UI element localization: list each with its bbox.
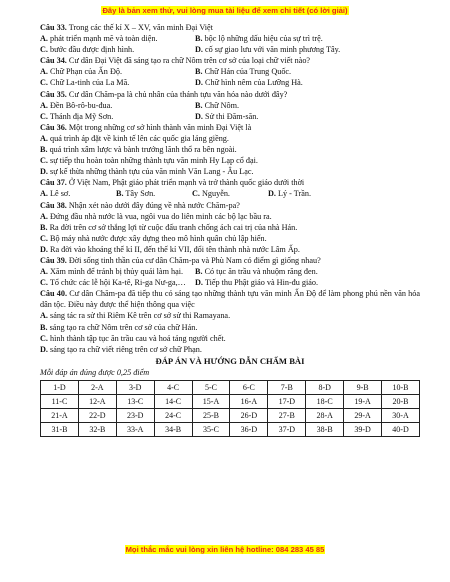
question-stem — [40, 200, 420, 211]
answer-option — [40, 100, 195, 111]
answer-cell: 5-C — [192, 381, 230, 395]
option-text: bộc lộ những dấu hiệu của sự trì trệ. — [202, 34, 323, 44]
option-letter: D. — [195, 45, 203, 55]
question-number: Câu 36. — [40, 122, 67, 132]
answer-option — [40, 244, 420, 255]
answer-option — [195, 111, 258, 122]
option-text: Thánh địa Mỹ Sơn. — [47, 111, 114, 121]
option-letter: A. — [40, 211, 48, 221]
option-letter: A. — [40, 133, 48, 143]
answer-option — [116, 188, 192, 199]
option-letter: A. — [40, 34, 48, 44]
option-letter: B. — [195, 34, 203, 44]
option-text: sự kế thừa những thành tựu của văn minh Văn Lang - Âu Lạc. — [47, 167, 254, 177]
question-stem — [40, 288, 420, 310]
answer-cell: 18-C — [306, 395, 344, 409]
option-letter: D. — [40, 244, 48, 254]
question-number: Câu 40. — [40, 289, 68, 299]
answer-cell: 20-B — [382, 395, 420, 409]
option-text: bước đầu được định hình. — [47, 45, 135, 55]
answer-cell: 11-C — [41, 395, 79, 409]
answer-option — [195, 277, 318, 288]
question-number: Câu 35. — [40, 89, 67, 99]
option-letter: D. — [40, 344, 48, 354]
answer-option — [195, 77, 303, 88]
question-number: Câu 38. — [40, 200, 67, 210]
answer-option — [40, 310, 420, 321]
question-number: Câu 34. — [40, 56, 67, 66]
answer-option — [40, 322, 420, 333]
option-text: Chữ hình nêm của Lưỡng Hà. — [202, 78, 303, 88]
answer-cell: 24-C — [154, 409, 192, 423]
question-stem — [40, 122, 420, 133]
answer-option — [40, 277, 195, 288]
question-stem — [40, 177, 420, 188]
answer-option — [40, 44, 195, 55]
option-letter: A. — [40, 267, 48, 277]
answer-option — [195, 44, 340, 55]
option-row — [40, 111, 420, 122]
question-text: Cư dân Chăm-pa đã tiếp thu có sáng tạo những thành tựu văn minh Ấn Độ để làm phong phú nền văn hóa dân tộc. Điều này được thể hiện thông qua việc — [40, 289, 420, 310]
answer-cell: 35-C — [192, 423, 230, 437]
option-text: Chữ La-tinh của La Mã. — [47, 78, 130, 88]
option-text: Có tục ăn trầu và nhuộm răng đen. — [202, 267, 318, 277]
option-text: Bộ máy nhà nước được xây dựng theo mô hình quân chủ lập hiến. — [47, 233, 267, 243]
option-row — [40, 100, 420, 111]
answer-cell: 7-B — [268, 381, 306, 395]
answer-cell: 33-A — [116, 423, 154, 437]
option-text: sáng tạo ra chữ Nôm trên cơ sở của chữ Hán. — [47, 322, 198, 332]
answer-option — [40, 188, 116, 199]
option-row — [40, 277, 420, 288]
option-letter: D. — [195, 111, 203, 121]
question-text: Ở Việt Nam, Phật giáo phát triển mạnh và trở thành quốc giáo dưới thời — [66, 178, 305, 188]
answer-row — [41, 423, 420, 437]
answer-key-title: ĐÁP ÁN VÀ HƯỚNG DẪN CHẤM BÀI — [155, 355, 305, 366]
option-text: Chữ Phạn của Ấn Độ. — [47, 67, 122, 77]
answer-option — [40, 144, 420, 155]
answer-cell: 34-B — [154, 423, 192, 437]
option-text: Chữ Hán của Trung Quốc. — [202, 67, 292, 77]
answer-key-subtitle: Mỗi đáp án đúng được 0,25 điểm — [40, 367, 150, 377]
hotline-footer: Mọi thắc mắc vui lòng xin liên hệ hotline: 084 283 45 85 — [125, 545, 325, 554]
question-text: Trong các thế kỉ X – XV, văn minh Đại Việt — [66, 23, 213, 32]
answer-row — [41, 409, 420, 423]
answer-option — [40, 133, 420, 144]
answer-option — [40, 222, 420, 233]
answer-option — [40, 66, 195, 77]
option-row — [40, 33, 420, 44]
answer-cell: 9-B — [344, 381, 382, 395]
option-letter: D. — [195, 278, 203, 288]
answer-cell: 1-D — [41, 381, 79, 395]
answer-cell: 40-D — [382, 423, 420, 437]
question-text: Cư dân Chăm-pa là chủ nhân của thánh tựu văn hóa nào dưới đây? — [66, 89, 288, 99]
option-letter: D. — [195, 78, 203, 88]
answer-cell: 26-D — [230, 409, 268, 423]
option-letter: A. — [40, 189, 48, 199]
answer-cell: 28-A — [306, 409, 344, 423]
answer-cell: 17-D — [268, 395, 306, 409]
option-text: sự tiếp thu hoàn toàn những thành tựu văn minh Hy Lạp cổ đại. — [47, 156, 258, 166]
answer-option — [195, 266, 318, 277]
answer-cell: 22-D — [78, 409, 116, 423]
option-text: cố sự giao lưu với văn minh phương Tây. — [202, 45, 341, 55]
option-row — [40, 66, 420, 77]
option-letter: B. — [40, 222, 48, 232]
answer-cell: 32-B — [78, 423, 116, 437]
answer-cell: 2-A — [78, 381, 116, 395]
answer-cell: 14-C — [154, 395, 192, 409]
answer-cell: 10-B — [382, 381, 420, 395]
answer-option — [40, 266, 195, 277]
option-text: Tây Sơn. — [123, 189, 156, 199]
question-stem — [40, 55, 420, 66]
answer-option — [195, 66, 291, 77]
option-text: hình thành tập tục ăn trầu cau và hoả táng người chết. — [47, 333, 226, 343]
answer-cell: 38-B — [306, 423, 344, 437]
answer-option — [195, 100, 239, 111]
answer-option — [40, 33, 195, 44]
preview-banner: Đây là bản xem thử, vui lòng mua tài liệu để xem chi tiết (có lời giải) — [102, 6, 348, 15]
option-row — [40, 77, 420, 88]
answer-row — [41, 395, 420, 409]
option-letter: B. — [195, 67, 203, 77]
option-text: Xăm mình để tránh bị thủy quái làm hại. — [47, 267, 184, 277]
answer-cell: 23-D — [116, 409, 154, 423]
option-letter: C. — [40, 78, 48, 88]
answer-cell: 8-D — [306, 381, 344, 395]
option-letter: C. — [40, 111, 48, 121]
option-letter: B. — [195, 267, 203, 277]
answer-cell: 37-D — [268, 423, 306, 437]
answer-option — [40, 233, 420, 244]
answer-option — [40, 333, 420, 344]
answer-cell: 15-A — [192, 395, 230, 409]
option-text: sáng tác ra sử thi Riêm Kê trên cơ sở sử thi Ramayana. — [47, 311, 231, 321]
answer-table — [40, 380, 420, 437]
answer-option — [268, 188, 344, 199]
answer-option — [192, 188, 268, 199]
option-letter: A. — [40, 67, 48, 77]
question-text: Cư dân Đại Việt đã sáng tạo ra chữ Nôm trên cơ sở của loại chữ viết nào? — [66, 56, 311, 66]
option-text: Lê sơ. — [47, 189, 71, 199]
answer-option — [40, 211, 420, 222]
option-letter: B. — [195, 100, 203, 110]
option-letter: C. — [40, 45, 48, 55]
option-row — [40, 188, 420, 199]
answer-option — [195, 33, 323, 44]
answer-cell: 3-D — [116, 381, 154, 395]
option-text: Ra đời trên cơ sở thắng lợi từ cuộc đấu tranh chống ách cai trị của nhà Hán. — [47, 222, 298, 232]
option-text: Đứng đầu nhà nước là vua, ngôi vua do liên minh các bộ lạc bầu ra. — [47, 211, 272, 221]
option-letter: D. — [268, 189, 276, 199]
option-text: phát triển mạnh mẽ và toàn diện. — [47, 34, 158, 44]
answer-cell: 4-C — [154, 381, 192, 395]
answer-cell: 19-A — [344, 395, 382, 409]
answer-cell: 25-B — [192, 409, 230, 423]
question-stem — [40, 255, 420, 266]
answer-option — [40, 111, 195, 122]
answer-option — [40, 77, 195, 88]
option-row — [40, 266, 420, 277]
option-text: Ra đời vào khoảng thế kỉ II, đến thế kỉ VII, đổi tên thành nhà nước Lâm Ấp. — [47, 244, 300, 254]
option-letter: C. — [40, 333, 48, 343]
answer-cell: 36-D — [230, 423, 268, 437]
option-text: Đền Bô-rô-bu-đua. — [47, 100, 113, 110]
option-text: Tiếp thu Phật giáo và Hin-đu giáo. — [202, 278, 319, 288]
answer-cell: 6-C — [230, 381, 268, 395]
answer-cell: 39-D — [344, 423, 382, 437]
question-number: Câu 39. — [40, 255, 67, 265]
option-letter: B. — [116, 189, 124, 199]
answer-row — [41, 381, 420, 395]
answer-option — [40, 166, 420, 177]
option-letter: C. — [192, 189, 200, 199]
option-letter: A. — [40, 100, 48, 110]
answer-cell: 21-A — [41, 409, 79, 423]
exam-content — [40, 22, 420, 437]
answer-cell: 16-A — [230, 395, 268, 409]
option-letter: A. — [40, 311, 48, 321]
option-letter: D. — [40, 167, 48, 177]
answer-cell: 30-A — [382, 409, 420, 423]
answer-cell: 12-A — [78, 395, 116, 409]
question-text: Một trong những cơ sở hình thành văn minh Đại Việt là — [66, 122, 252, 132]
option-text: Sử thi Đăm-săn. — [202, 111, 259, 121]
answer-cell: 31-B — [41, 423, 79, 437]
question-number: Câu 33. — [40, 23, 67, 32]
option-text: Chữ Nôm. — [202, 100, 240, 110]
option-text: Tổ chức các lễ hội Ka-tê, Ri-ga Nư-ga,… — [47, 278, 186, 288]
answer-option — [40, 155, 420, 166]
answer-cell: 29-A — [344, 409, 382, 423]
option-text: quá trình xâm lược và bành trướng lãnh thổ ra bên ngoài. — [47, 145, 237, 155]
option-letter: B. — [40, 145, 48, 155]
option-letter: C. — [40, 278, 48, 288]
answer-cell: 13-C — [116, 395, 154, 409]
option-letter: C. — [40, 233, 48, 243]
option-letter: B. — [40, 322, 48, 332]
question-stem — [40, 22, 420, 33]
question-stem — [40, 89, 420, 100]
question-text: Nhận xét nào dưới đây đúng về nhà nước Chăm-pa? — [66, 200, 240, 210]
question-number: Câu 37. — [40, 178, 67, 188]
option-text: Lý - Trần. — [275, 189, 311, 199]
question-text: Đời sống tinh thần của cư dân Chăm-pa và Phù Nam có điểm gì giống nhau? — [66, 255, 321, 265]
option-text: quá trình áp đặt về kinh tế lên các quốc gia láng giềng. — [47, 133, 229, 143]
answer-cell: 27-B — [268, 409, 306, 423]
option-text: Nguyễn. — [199, 189, 230, 199]
option-letter: C. — [40, 156, 48, 166]
answer-option — [40, 344, 420, 355]
option-row — [40, 44, 420, 55]
option-text: sáng tạo ra chữ viết riêng trên cơ sở chữ Phạn. — [47, 344, 202, 354]
